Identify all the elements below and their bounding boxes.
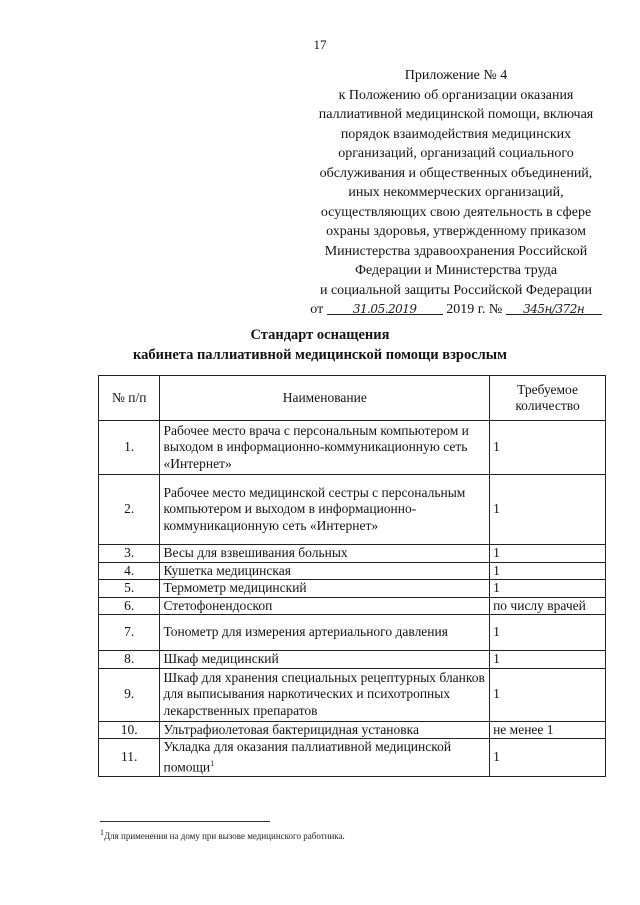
row-num: 5.: [99, 580, 160, 598]
row-qty: по числу врачей: [490, 597, 606, 615]
title-line-2: кабинета паллиативной медицинской помощи взрослым: [132, 347, 507, 363]
appendix-line: иных некоммерческих организаций,: [348, 185, 564, 200]
table-row: [99, 615, 606, 651]
row-name: Тонометр для измерения артериального давления: [160, 615, 490, 651]
table-row: [99, 475, 606, 545]
row-qty: 1: [490, 580, 606, 598]
appendix-line: Министерства здравоохранения Российской: [324, 243, 588, 259]
row-qty: 1: [490, 668, 606, 721]
row-qty: не менее 1: [490, 721, 606, 739]
row-name: Шкаф медицинский: [160, 651, 490, 669]
row-qty: 1: [490, 421, 606, 475]
row-num: 4.: [99, 562, 160, 580]
header-name: Наименование: [160, 376, 490, 421]
header-num: № п/п: [99, 376, 160, 421]
table-row: [99, 421, 606, 475]
date-field: [327, 300, 443, 315]
order-date-line: [300, 300, 612, 320]
row-name: Стетофонендоскоп: [160, 597, 490, 615]
appendix-line: Федерации и Министерства труда: [354, 263, 558, 278]
table-row: [99, 739, 606, 777]
row-name: [160, 739, 490, 777]
footnote-number: 1: [100, 828, 104, 837]
row-name-text: Укладка для оказания паллиативной медицинской помощи: [163, 739, 452, 774]
row-name: Рабочее место врача с персональным компьютером и выходом в информационно-коммуникационную сеть «Интернет»: [160, 421, 490, 475]
appendix-header: [300, 66, 612, 320]
row-qty: 1: [490, 545, 606, 563]
header-qty: Требуемое количество: [490, 376, 606, 421]
appendix-line: к Положению об организации оказания: [338, 87, 574, 103]
table-row: [99, 545, 606, 563]
row-num: 8.: [99, 651, 160, 669]
table-header-row: [99, 376, 606, 421]
table-row: [99, 721, 606, 739]
appendix-line: обслуживания и общественных объединений,: [319, 165, 593, 181]
row-num: 3.: [99, 545, 160, 563]
date-prefix: от: [310, 302, 324, 317]
row-name: Термометр медицинский: [160, 580, 490, 598]
page-number: 17: [313, 37, 327, 52]
appendix-line: Приложение № 4: [404, 68, 508, 83]
row-name: Рабочее место медицинской сестры с персональным компьютером и выходом в информационно-коммуникационную сеть «Интернет»: [160, 475, 490, 545]
row-qty: 1: [490, 739, 606, 777]
handwritten-order-number: 345н/372н: [523, 302, 585, 316]
footnote-marker: 1: [210, 758, 215, 768]
row-num: 1.: [99, 421, 160, 475]
row-num: 6.: [99, 597, 160, 615]
row-name: Шкаф для хранения специальных рецептурных бланков для выписывания наркотических и психотропных лекарственных препаратов: [160, 668, 490, 721]
table-row: [99, 668, 606, 721]
appendix-line: порядок взаимодействия медицинских: [340, 126, 572, 142]
year-number-label: 2019 г. №: [446, 302, 503, 317]
row-qty: 1: [490, 651, 606, 669]
row-qty: 1: [490, 562, 606, 580]
table-row: [99, 597, 606, 615]
table-row: [99, 562, 606, 580]
title-line-1: Стандарт оснащения: [250, 327, 390, 343]
footnote: [100, 828, 345, 841]
document-title: [0, 325, 640, 365]
row-num: 11.: [99, 739, 160, 777]
row-qty: 1: [490, 615, 606, 651]
appendix-line: паллиативной медицинской помощи, включая: [318, 107, 594, 122]
handwritten-date: 31.05.2019: [352, 302, 417, 316]
row-num: 9.: [99, 668, 160, 721]
row-name: Кушетка медицинская: [160, 562, 490, 580]
table-row: [99, 651, 606, 669]
row-num: 2.: [99, 475, 160, 545]
row-num: 10.: [99, 721, 160, 739]
footnote-rule: [100, 821, 270, 822]
footnote-text: Для применения на дому при вызове медицинского работника.: [104, 831, 345, 841]
equipment-table: [98, 375, 606, 777]
appendix-line: осуществляющих свою деятельность в сфере: [320, 204, 592, 220]
row-name: Ультрафиолетовая бактерицидная установка: [160, 721, 490, 739]
appendix-line: организаций, организаций социального: [338, 146, 574, 161]
appendix-line: охраны здоровья, утвержденному приказом: [326, 224, 586, 239]
order-number-field: [506, 300, 602, 315]
row-qty: 1: [490, 475, 606, 545]
row-name: Весы для взвешивания больных: [160, 545, 490, 563]
appendix-line: и социальной защиты Российской Федерации: [319, 282, 593, 298]
table-row: [99, 580, 606, 598]
row-num: 7.: [99, 615, 160, 651]
